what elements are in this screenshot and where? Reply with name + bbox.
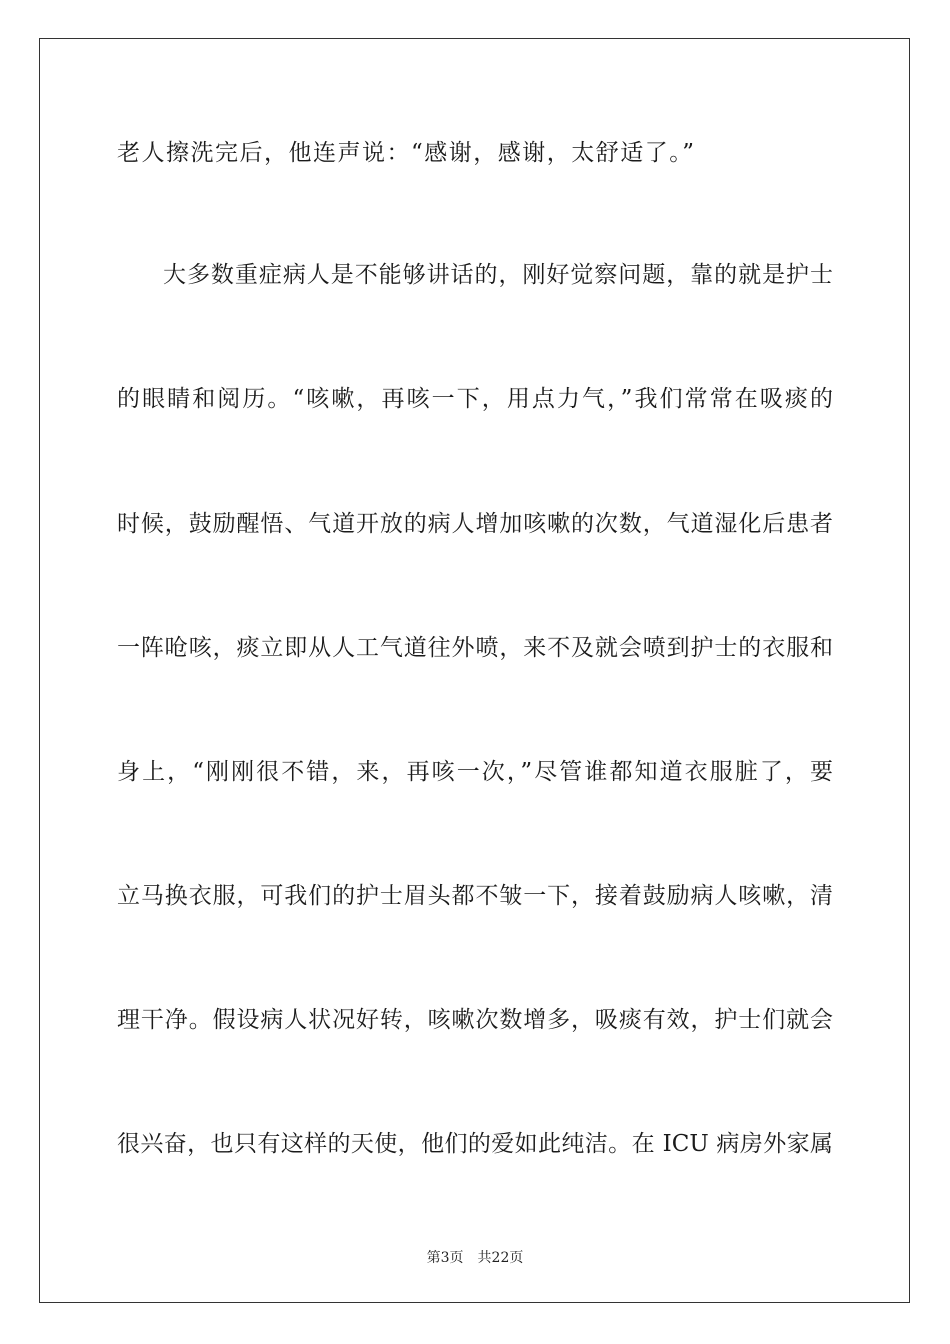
page-frame: [39, 38, 910, 1303]
text-line-1: 老人擦洗完后，他连声说：“感谢，感谢，太舒适了。”: [117, 140, 696, 166]
page-footer: [0, 1247, 950, 1267]
page-number: 第3页: [426, 1250, 464, 1266]
text-line-2: 大多数重症病人是不能够讲话的，刚好觉察问题，靠的就是护士: [163, 262, 833, 288]
text-line-3: 的眼睛和阅历。“咳嗽，再咳一下，用点力气，”我们常常在吸痰的: [117, 386, 833, 412]
text-line-8: 理干净。假设病人状况好转，咳嗽次数增多，吸痰有效，护士们就会: [117, 1007, 833, 1033]
text-line-7: 立马换衣服，可我们的护士眉头都不皱一下，接着鼓励病人咳嗽，清: [117, 883, 833, 909]
text-line-5: 一阵呛咳，痰立即从人工气道往外喷，来不及就会喷到护士的衣服和: [117, 635, 833, 661]
text-line-6: 身上，“刚刚很不错，来，再咳一次，”尽管谁都知道衣服脏了，要: [117, 759, 833, 785]
text-line-9: 很兴奋，也只有这样的天使，他们的爱如此纯洁。在 ICU 病房外家属: [117, 1131, 833, 1157]
text-line-4: 时候，鼓励醒悟、气道开放的病人增加咳嗽的次数，气道湿化后患者: [117, 511, 833, 537]
page-total: 共22页: [477, 1250, 524, 1266]
